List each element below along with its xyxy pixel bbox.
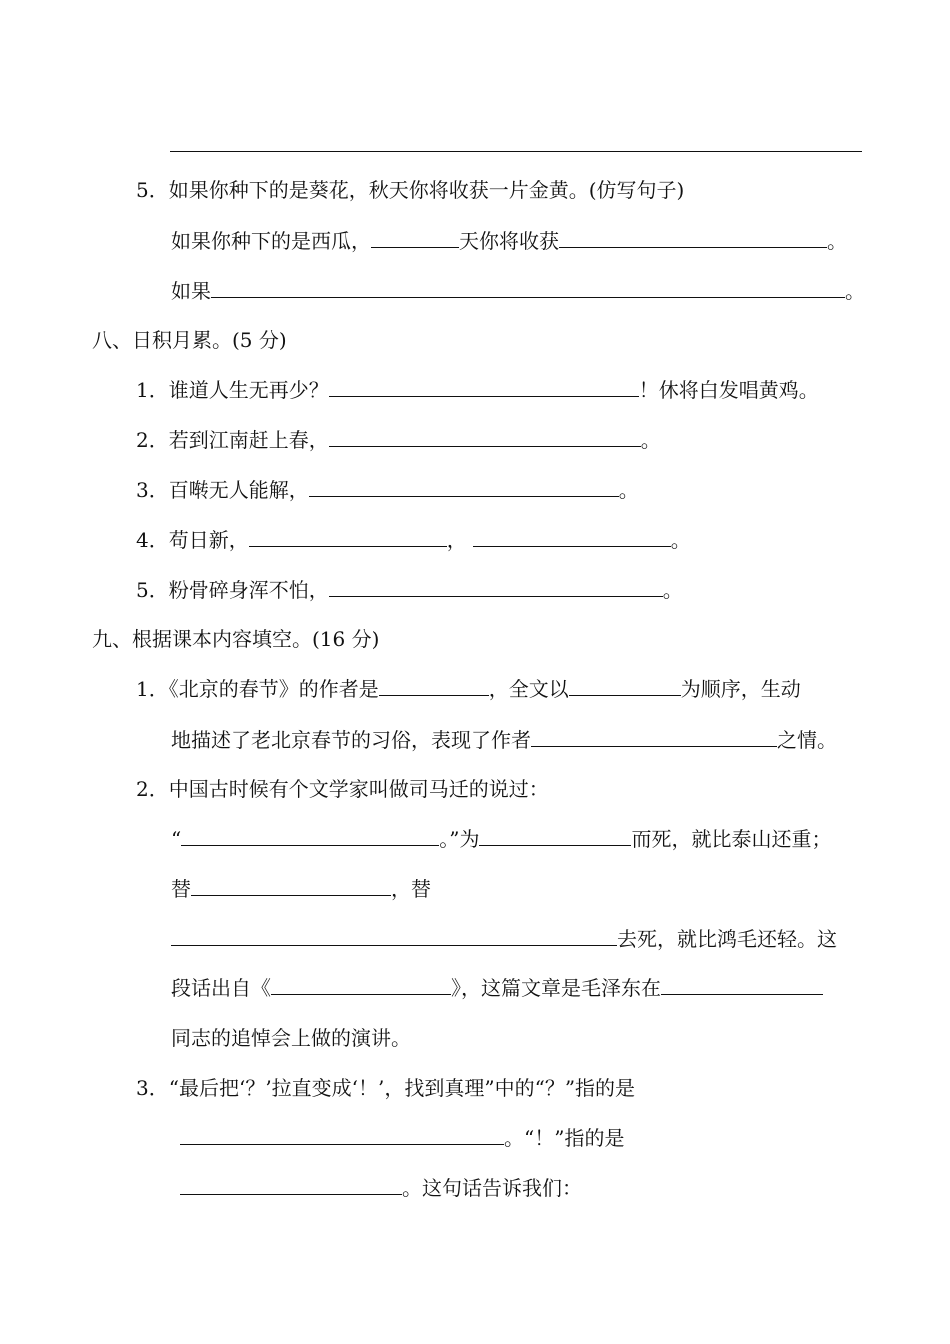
s9-item2-line3: 替 ，替 — [171, 877, 431, 901]
section-9-title: 九、根据课本内容填空。(16 分) — [92, 627, 380, 651]
q7-item5-line1: 如果你种下的是西瓜， 天你将收获 。 — [171, 229, 847, 253]
s9-item3: 3．“最后把‘？’拉直变成‘！’，找到真理”中的“？”指的是 — [136, 1076, 636, 1100]
blank[interactable] — [473, 526, 671, 547]
blank[interactable] — [171, 925, 617, 946]
blank[interactable] — [309, 476, 619, 497]
blank[interactable] — [329, 576, 663, 597]
blank[interactable] — [180, 1124, 504, 1145]
s9-item1: 1．《北京的春节》的作者是 ，全文以 为顺序，生动 — [136, 677, 801, 701]
q7-item5: 5．如果你种下的是葵花，秋天你将收获一片金黄。(仿写句子) — [136, 178, 685, 202]
s9-item2-line4: 去死，就比鸿毛还轻。这 — [171, 925, 837, 953]
blank[interactable] — [479, 825, 631, 846]
blank[interactable] — [329, 426, 641, 447]
s8-item1: 1．谁道人生无再少？ ！休将白发唱黄鸡。 — [136, 378, 819, 402]
s8-item3: 3．百啭无人能解， 。 — [136, 478, 639, 502]
s9-item3-line3: 。这句话告诉我们： — [180, 1174, 582, 1202]
s8-item4: 4．苟日新， ， 。 — [136, 528, 691, 552]
s8-item2: 2．若到江南赶上春， 。 — [136, 428, 661, 452]
blank[interactable] — [379, 675, 489, 696]
q7-item5-line2: 如果 。 — [171, 279, 865, 303]
blank[interactable] — [181, 825, 439, 846]
blank[interactable] — [329, 376, 639, 397]
s9-item2-line2: “ 。”为 而死，就比泰山还重； — [171, 827, 832, 851]
blank[interactable] — [249, 526, 447, 547]
blank[interactable] — [661, 974, 823, 995]
blank[interactable] — [371, 227, 459, 248]
section-8-title: 八、日积月累。(5 分) — [92, 328, 287, 352]
s9-item3-line2: 。“！”指的是 — [180, 1124, 624, 1152]
s9-item2-line5: 段话出自《 》，这篇文章是毛泽东在 — [171, 974, 823, 1002]
blank[interactable] — [211, 277, 845, 298]
blank[interactable] — [531, 726, 777, 747]
blank[interactable] — [559, 227, 827, 248]
blank[interactable] — [271, 974, 451, 995]
s9-item2: 2．中国古时候有个文学家叫做司马迁的说过： — [136, 777, 549, 801]
s9-item2-line6: 同志的追悼会上做的演讲。 — [171, 1026, 411, 1050]
s9-item1-line2: 地描述了老北京春节的习俗，表现了作者 之情。 — [171, 728, 837, 752]
s8-item5: 5．粉骨碎身浑不怕， 。 — [136, 578, 683, 602]
blank[interactable] — [191, 875, 391, 896]
blank[interactable] — [569, 675, 681, 696]
blank[interactable] — [180, 1174, 402, 1195]
answer-line-top — [170, 151, 862, 152]
